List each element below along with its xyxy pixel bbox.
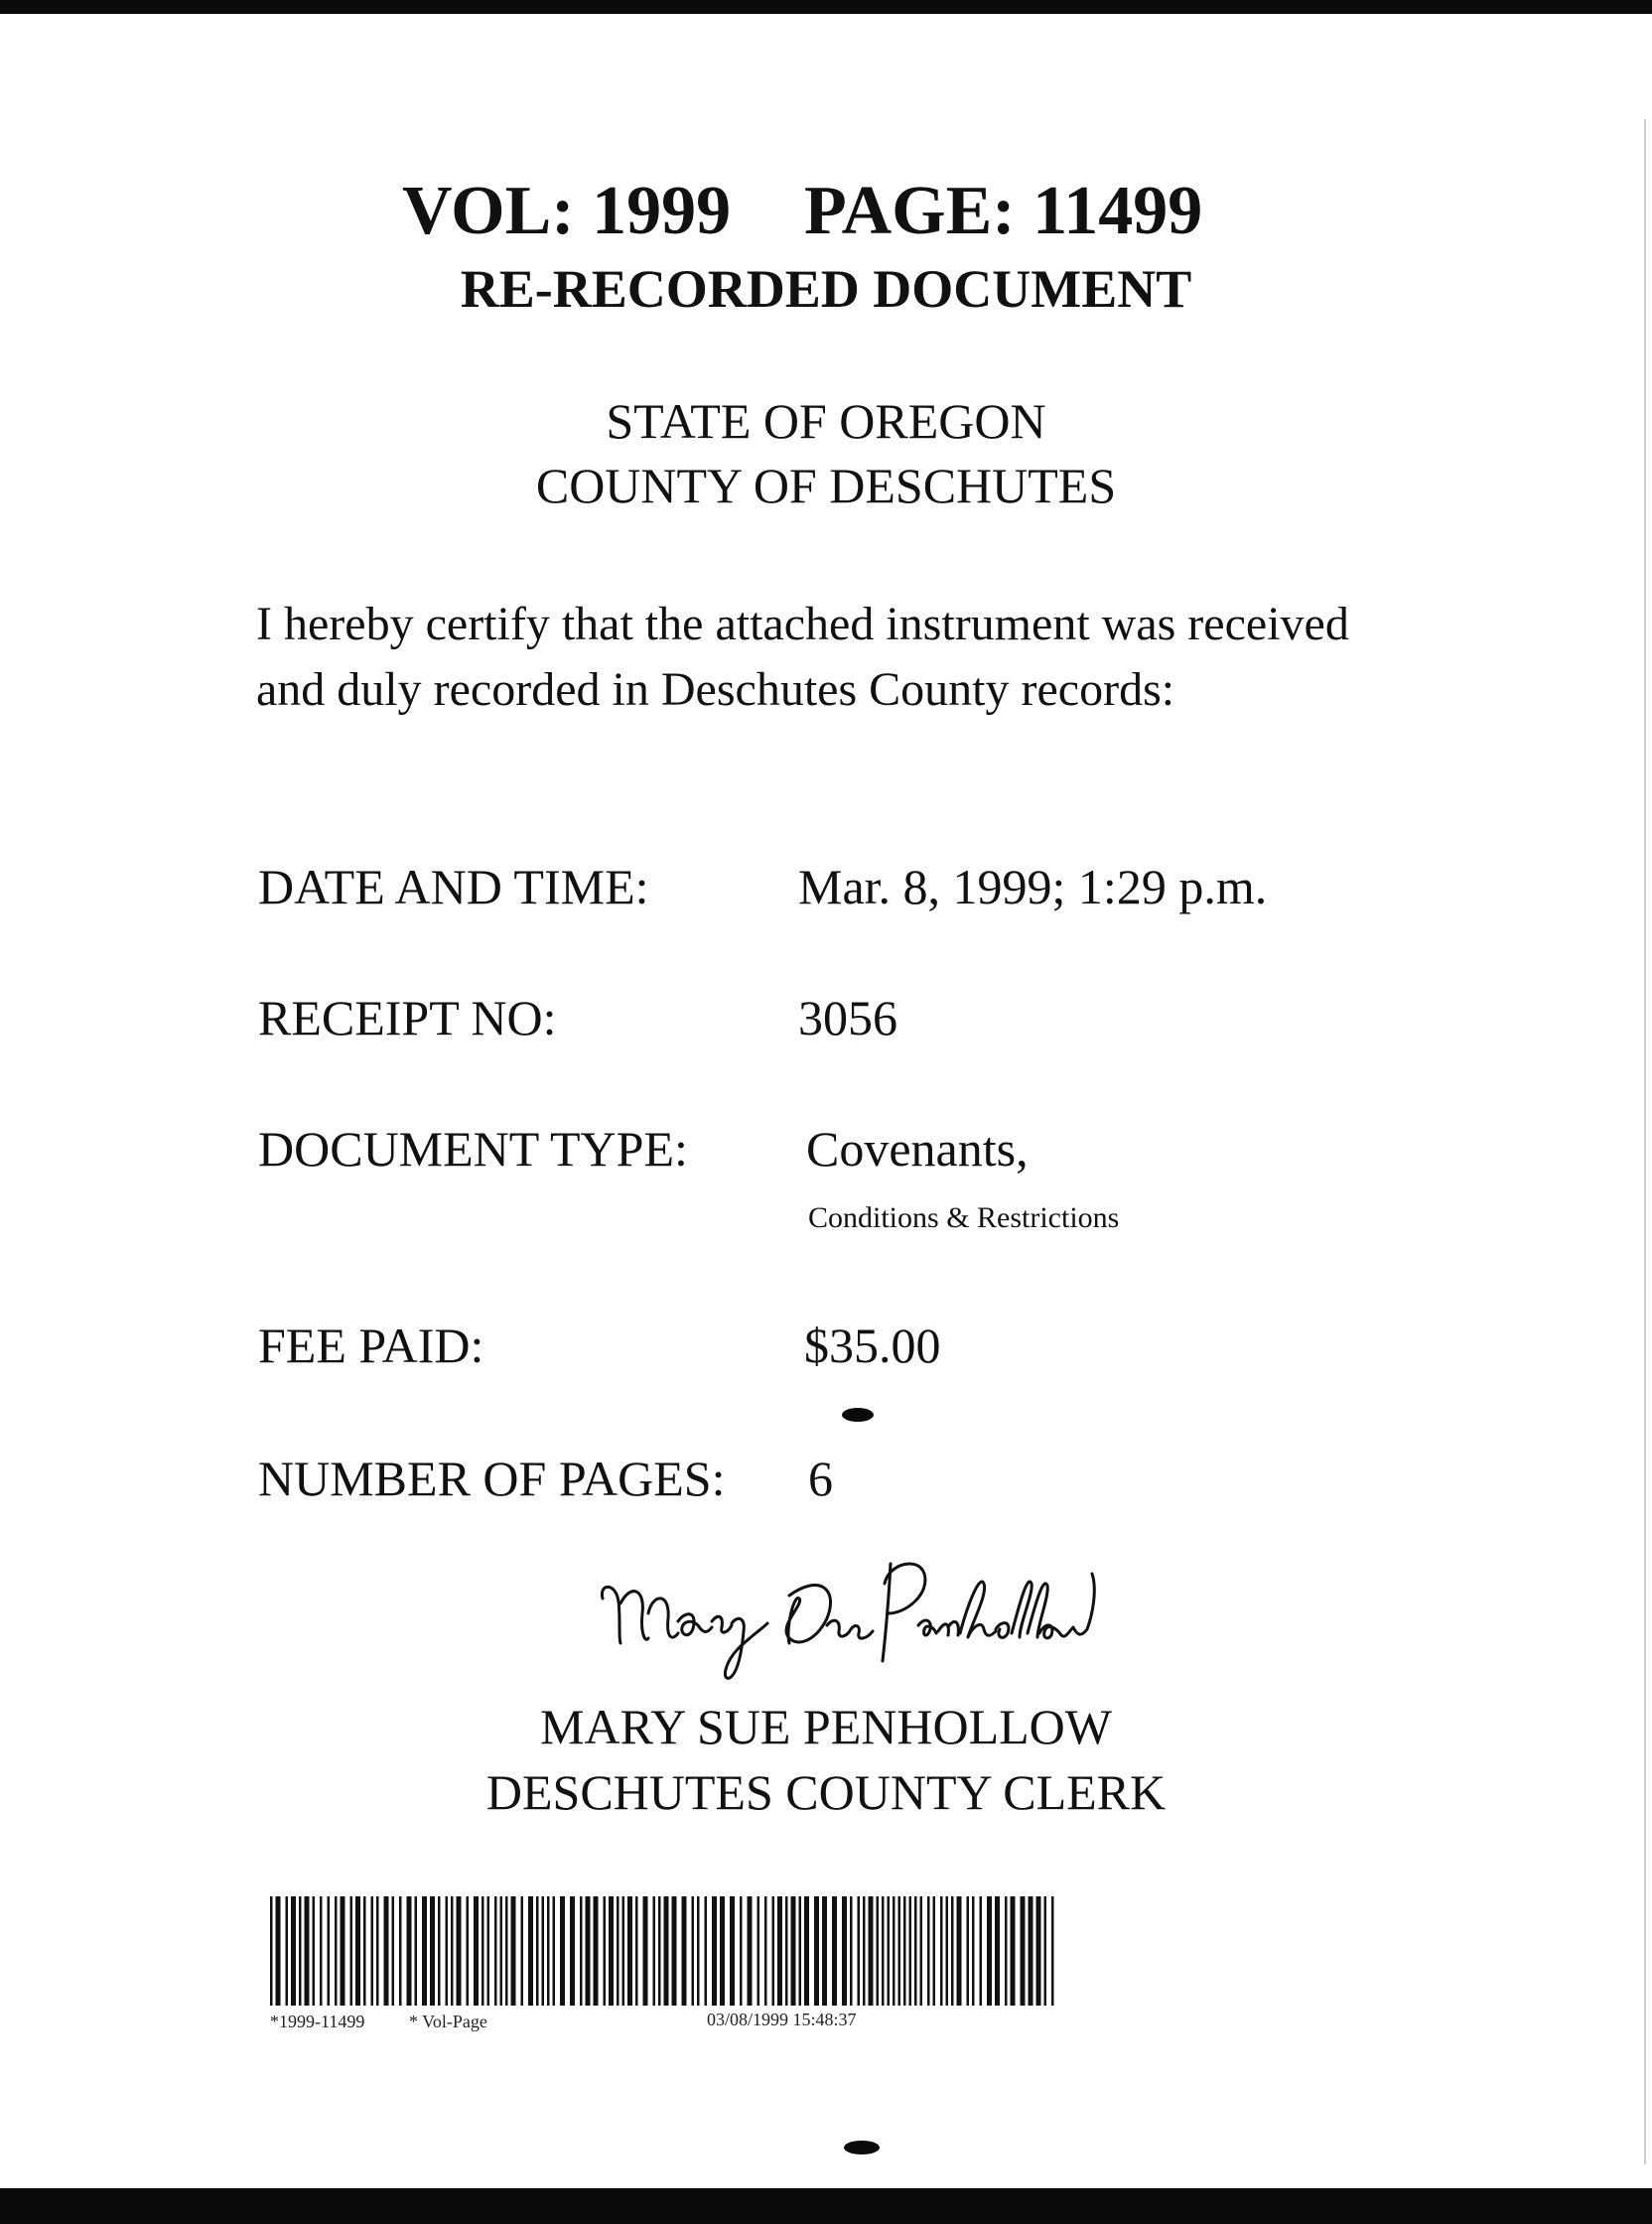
barcode-bar: [877, 1896, 880, 2006]
barcode-bar: [430, 1896, 435, 2006]
barcode-bar: [542, 1896, 545, 2006]
barcode-bar: [335, 1896, 338, 2006]
barcode-bar: [777, 1896, 782, 2006]
scan-right-edge: [1644, 119, 1646, 2164]
barcode-bar: [987, 1896, 992, 2006]
barcode-bar: [553, 1896, 556, 2006]
barcode-bar: [482, 1896, 484, 2006]
barcode-bar: [898, 1896, 901, 2006]
barcode-bar: [438, 1896, 441, 2006]
barcode-bar: [712, 1896, 717, 2006]
barcode-bar: [371, 1896, 374, 2006]
barcode-bar: [1036, 1896, 1041, 2006]
fee-paid-value: $35.00: [804, 1318, 941, 1373]
barcode-bar: [494, 1896, 497, 2006]
barcode-bar: [842, 1896, 847, 2006]
certification-text: I hereby certify that the attached instrument was received and duly recorded in Deschutes County records:: [256, 598, 1349, 716]
barcode-bar: [653, 1896, 656, 2006]
barcode-bar: [893, 1896, 895, 2006]
document-subtitle: RE-RECORDED DOCUMENT: [460, 259, 1192, 319]
barcode-bar: [927, 1896, 930, 2006]
ink-blot: [842, 1408, 874, 1422]
barcode-bar: [313, 1896, 316, 2006]
ink-blot: [844, 2141, 880, 2154]
barcode-bar: [804, 1896, 809, 2006]
document-type-value: Covenants,: [806, 1121, 1029, 1177]
document-type-label: DOCUMENT TYPE:: [258, 1121, 688, 1177]
scan-top-border: [0, 0, 1652, 14]
barcode-bar: [1011, 1896, 1016, 2006]
barcode-bar: [415, 1896, 418, 2006]
barcode-bar: [500, 1896, 503, 2006]
barcode-bar: [547, 1896, 550, 2006]
barcode-bar: [286, 1896, 289, 2006]
barcode-bar: [511, 1896, 516, 2006]
volume-number: VOL: 1999: [402, 173, 732, 249]
barcode-bar: [664, 1896, 669, 2006]
receipt-no-value: 3056: [798, 990, 897, 1045]
barcode-bar: [604, 1896, 607, 2006]
barcode-bar: [1005, 1896, 1008, 2006]
county-heading: COUNTY OF DESCHUTES: [535, 458, 1117, 513]
fee-paid-label: FEE PAID:: [258, 1318, 484, 1373]
barcode-bar: [920, 1896, 923, 2006]
barcode-bar: [980, 1896, 983, 2006]
barcode-bar: [822, 1896, 827, 2006]
barcode-bar: [328, 1896, 331, 2006]
barcode-bar: [276, 1896, 281, 2006]
barcode-bar: [350, 1896, 353, 2006]
barcode-bar: [594, 1896, 599, 2006]
barcode-bar: [467, 1896, 470, 2006]
barcode-bar: [580, 1896, 583, 2006]
number-of-pages-value: 6: [808, 1451, 833, 1506]
clerk-name: MARY SUE PENHOLLOW: [540, 1699, 1112, 1754]
date-time-label: DATE AND TIME:: [258, 859, 649, 914]
recording-barcode: [270, 1896, 1062, 2006]
barcode-bar: [972, 1896, 975, 2006]
barcode-bar: [487, 1896, 490, 2006]
barcode-bar: [270, 1896, 273, 2006]
barcode-bar: [363, 1896, 366, 2006]
barcode-bar: [528, 1896, 533, 2006]
barcode-bar: [850, 1896, 853, 2006]
barcode-bar: [407, 1896, 412, 2006]
barcode-bar: [757, 1896, 760, 2006]
barcode-bar: [869, 1896, 874, 2006]
barcode-bar: [914, 1896, 917, 2006]
barcode-bar: [570, 1896, 575, 2006]
barcode-bar: [384, 1896, 389, 2006]
barcode-bar: [740, 1896, 743, 2006]
receipt-no-label: RECEIPT NO:: [258, 990, 557, 1045]
barcode-bar: [814, 1896, 819, 2006]
barcode-bar: [560, 1896, 565, 2006]
barcode-bar: [1044, 1896, 1047, 2006]
date-time-value: Mar. 8, 1999; 1:29 p.m.: [798, 859, 1268, 914]
barcode-bar: [451, 1896, 454, 2006]
barcode-bar: [748, 1896, 753, 2006]
number-of-pages-label: NUMBER OF PAGES:: [258, 1451, 726, 1506]
barcode-bar: [946, 1896, 949, 2006]
barcode-bar: [643, 1896, 648, 2006]
barcode-bar: [609, 1896, 614, 2006]
barcode-bar: [474, 1896, 479, 2006]
barcode-bar: [692, 1896, 695, 2006]
barcode-bar: [1021, 1896, 1026, 2006]
barcode-bar: [909, 1896, 912, 2006]
barcode-bar: [772, 1896, 775, 2006]
barcode-bar: [967, 1896, 970, 2006]
barcode-bar: [832, 1896, 837, 2006]
barcode-bar: [858, 1896, 861, 2006]
barcode-bar: [940, 1896, 943, 2006]
barcode-bar: [399, 1896, 402, 2006]
barcode-bar: [1051, 1896, 1054, 2006]
barcode-bar: [457, 1896, 462, 2006]
barcode-bar: [536, 1896, 539, 2006]
barcode-bar: [446, 1896, 449, 2006]
barcode-bar: [376, 1896, 379, 2006]
barcode-bar: [682, 1896, 687, 2006]
barcode-bar: [933, 1896, 936, 2006]
barcode-bar: [764, 1896, 767, 2006]
barcode-bar: [672, 1896, 677, 2006]
clerk-signature: [591, 1544, 1107, 1693]
state-heading: STATE OF OREGON: [606, 393, 1046, 449]
barcode-bar: [291, 1896, 296, 2006]
barcode-bar: [720, 1896, 725, 2006]
barcode-bar: [697, 1896, 700, 2006]
barcode-bar: [791, 1896, 796, 2006]
document-type-subvalue: Conditions & Restrictions: [808, 1201, 1120, 1234]
barcode-bar: [422, 1896, 427, 2006]
barcode-bar: [622, 1896, 625, 2006]
barcode-bar: [627, 1896, 632, 2006]
barcode-bar: [903, 1896, 906, 2006]
barcode-bar: [863, 1896, 866, 2006]
barcode-bar: [785, 1896, 788, 2006]
barcode-type-text: * Vol-Page: [409, 2012, 487, 2031]
barcode-bar: [1029, 1896, 1033, 2006]
barcode-bar: [799, 1896, 802, 2006]
barcode-bar: [341, 1896, 345, 2006]
barcode-bar: [995, 1896, 1000, 2006]
barcode-bar: [586, 1896, 591, 2006]
barcode-bar: [617, 1896, 620, 2006]
barcode-bar: [951, 1896, 954, 2006]
barcode-bar: [305, 1896, 310, 2006]
barcode-bar: [355, 1896, 360, 2006]
barcode-bar: [320, 1896, 323, 2006]
barcode-timestamp-text: 03/08/1999 15:48:37: [707, 2010, 857, 2029]
barcode-bar: [730, 1896, 735, 2006]
barcode-bar: [505, 1896, 508, 2006]
barcode-bar: [658, 1896, 661, 2006]
scan-bottom-border: [0, 2188, 1652, 2224]
barcode-bar: [521, 1896, 524, 2006]
barcode-bar: [882, 1896, 885, 2006]
barcode-id-text: *1999-11499: [270, 2012, 365, 2031]
barcode-bar: [635, 1896, 638, 2006]
barcode-bar: [299, 1896, 302, 2006]
barcode-bar: [392, 1896, 395, 2006]
barcode-bar: [957, 1896, 962, 2006]
clerk-title: DESCHUTES COUNTY CLERK: [485, 1764, 1167, 1820]
page-number: PAGE: 11499: [804, 173, 1203, 249]
barcode-bar: [705, 1896, 708, 2006]
barcode-bar: [888, 1896, 891, 2006]
